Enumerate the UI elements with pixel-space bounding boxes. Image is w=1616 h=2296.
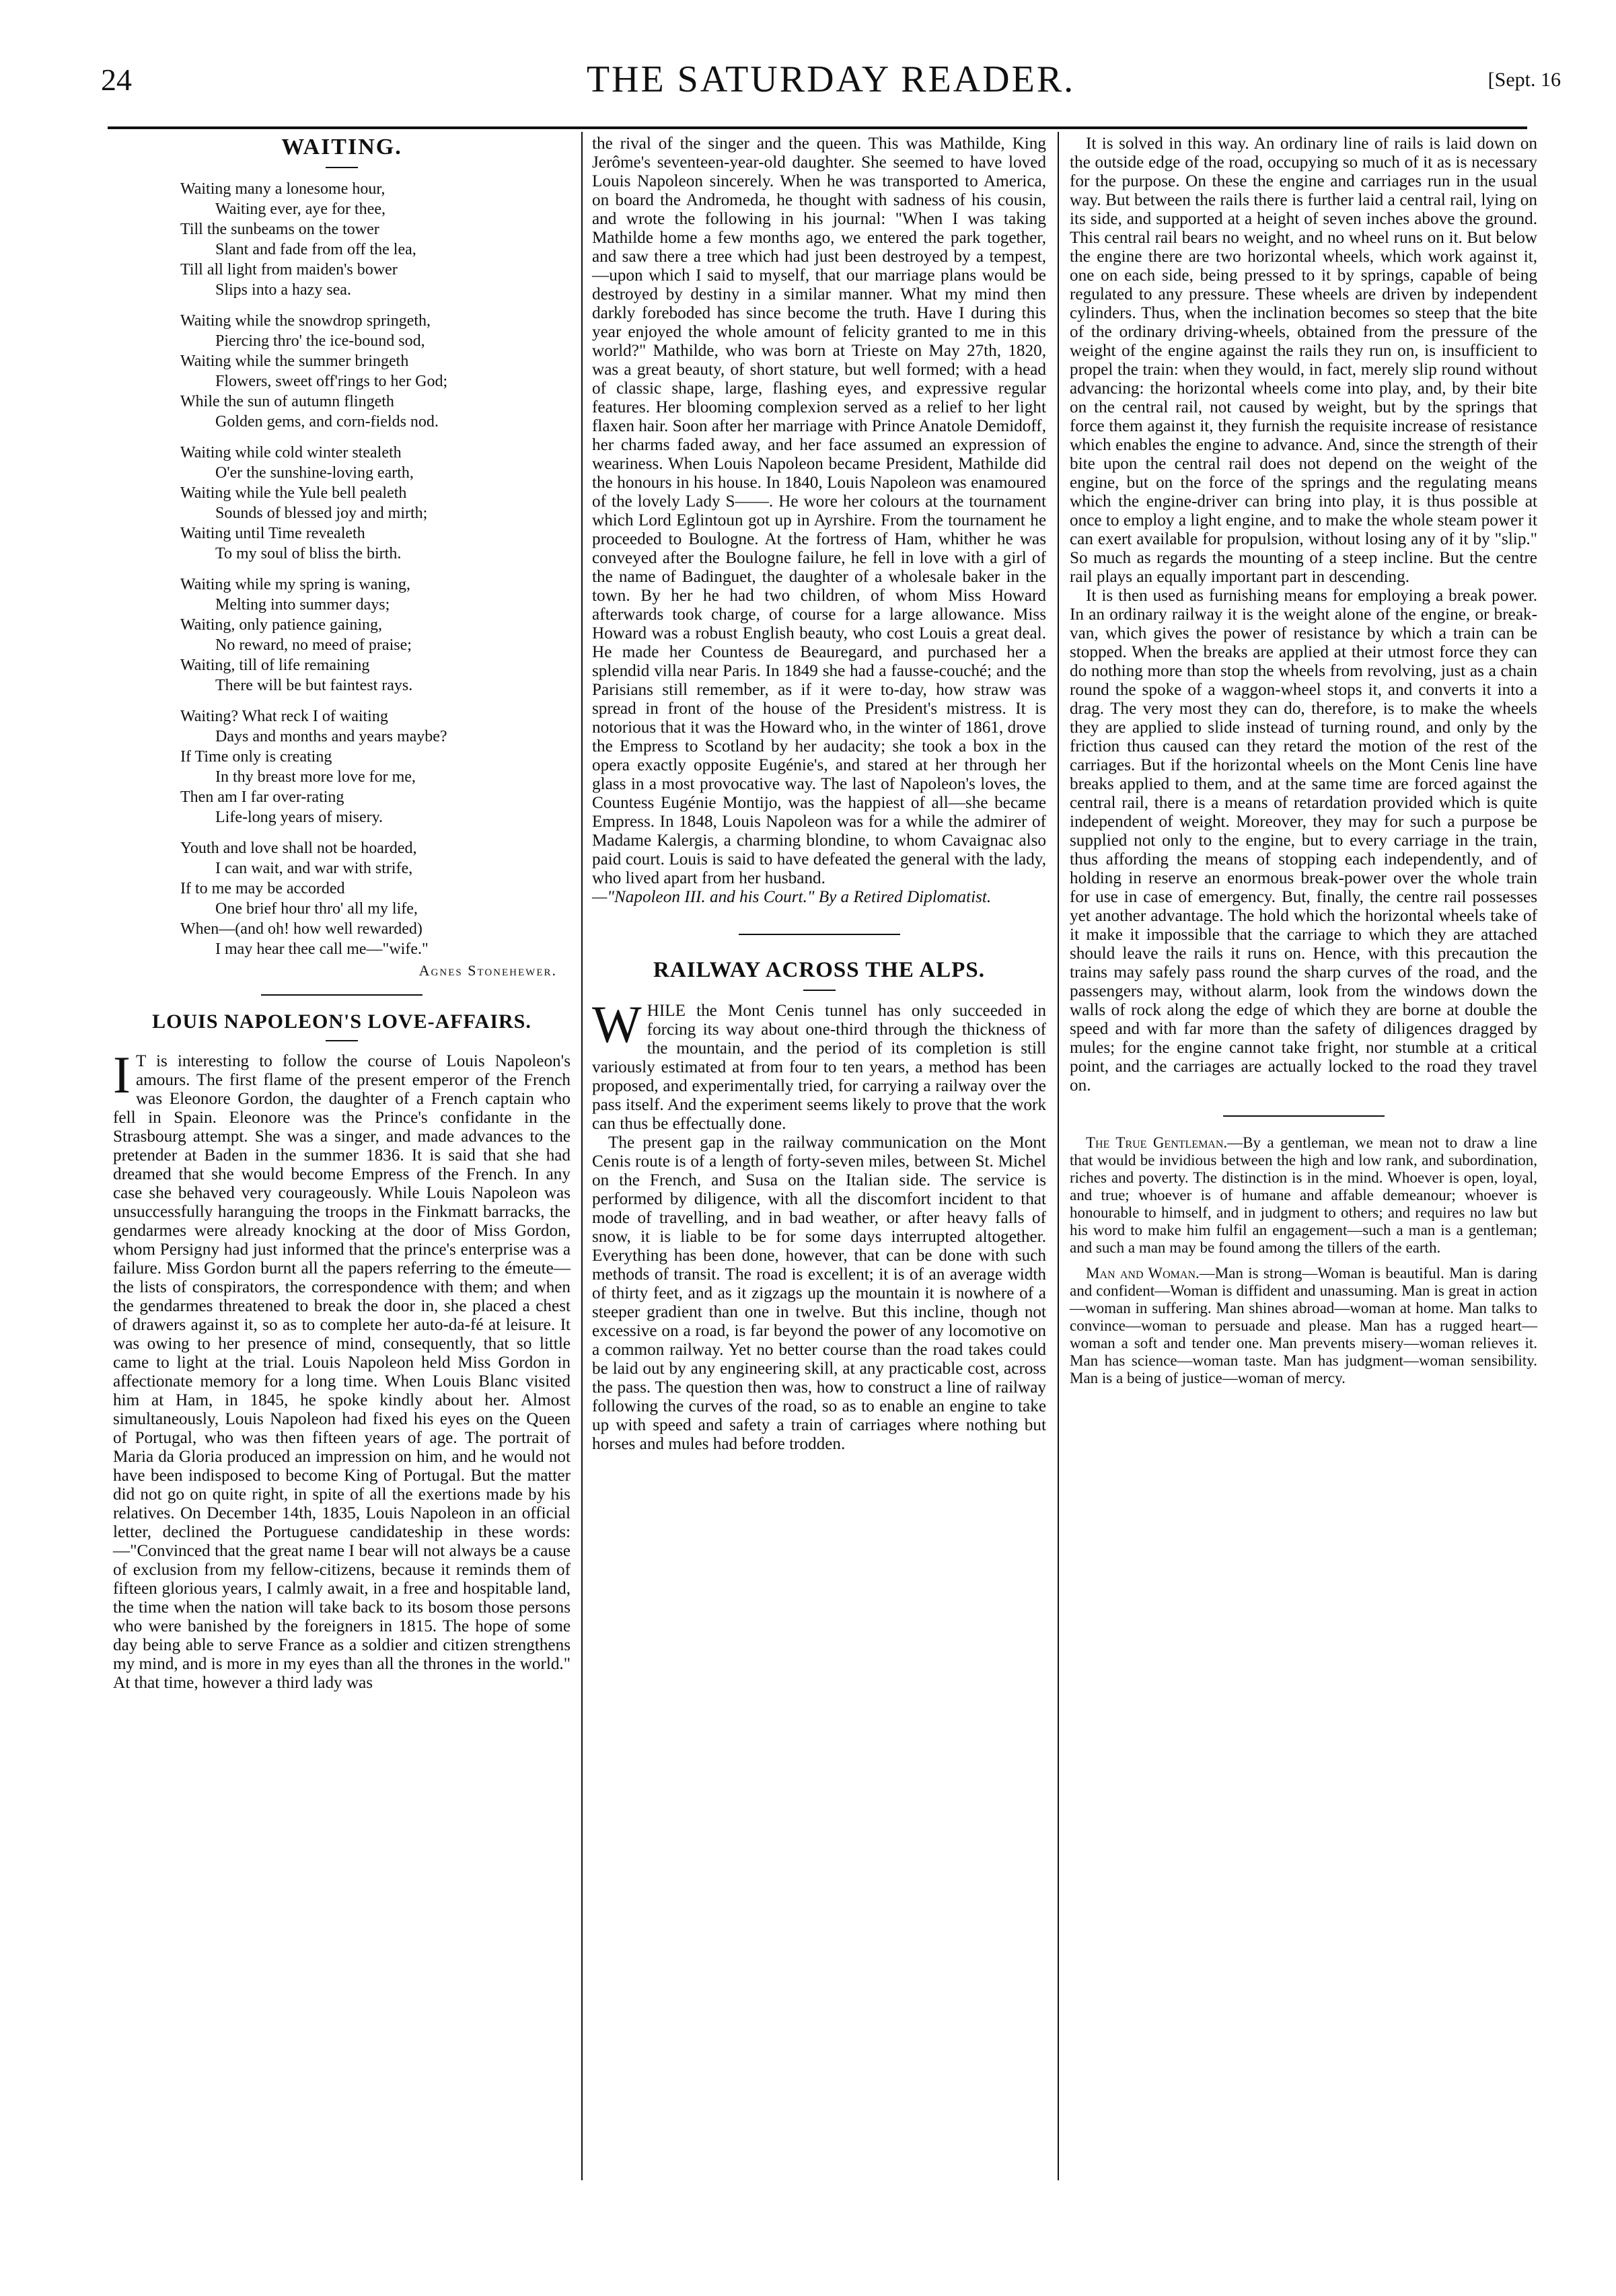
title-rule [326,1040,358,1041]
poem-line: Days and months and years maybe? [215,728,447,745]
poem-stanza [180,311,571,432]
poem-stanza [180,179,571,300]
poem-line: Waiting, only patience gaining, [180,616,382,634]
poem-line: Waiting? What reck I of waiting [180,708,388,725]
poem-line: Waiting while my spring is waning, [180,576,411,593]
poem-line: Waiting while cold winter stealeth [180,444,402,461]
article-title-railway: RAILWAY ACROSS THE ALPS. [653,958,985,982]
poem-line: Slips into a hazy sea. [215,281,351,299]
poem-line: Golden gems, and corn-fields nod. [215,413,439,431]
column-2 [592,135,1046,1454]
masthead-title: THE SATURDAY READER. [586,59,1076,100]
poem-line: Flowers, sweet off'rings to her God; [215,373,448,390]
column-1 [113,135,571,1693]
drop-cap: W [592,995,642,1053]
poem-stanza [180,575,571,696]
poem-line: Youth and love shall not be hoarded, [180,840,417,857]
column-divider [1058,132,1059,2180]
poem-line: Till all light from maiden's bower [180,261,398,279]
article-paragraph: It is solved in this way. An ordinary line of rails is laid down on the outside edge of the road, occupying so much of it as is necessary for the purpose. On these the engine and carriages run in the usual way. But between the rails there is further laid a central rail, lying on its side, and supported at a height of seven inches above the ground. This central rail bears no weight, and no wheel runs on it. But below the engine there are two horizontal wheels, which work against it, one on each side, being pressed to it by springs, capable of being regulated to any pressure. These wheels are driven by independent cylinders. Thus, when the inclination becomes so steep that the bite of the ordinary driving-wheels, obtained from the pressure of the weight of the engine against the rails they run on, is insufficient to propel the train: when they would, in fact, merely slip round without advancing: the horizontal wheels come into play, and, by their bite on the central rail, not caused by weight, but by the springs that force them against it, they furnish the requisite increase of resistance which enables the engine to advance. And, since the strength of their bite upon the central rail does not depend on the weight of the engine, but on the force of the springs and the regulating means which the engine-driver can bring into play, it is thus possible at once to employ a light engine, and to make the whole steam power it can exert available for propulsion, without losing any of it by "slip." So much as regards the mounting of a steep incline. But the centre rail plays an equally important part in descending. [1070,135,1537,586]
section-rule [1223,1115,1385,1117]
drop-cap: I [113,1045,131,1104]
note-text: —Man is strong—Woman is beautiful. Man is daring and confident—Woman is diffident and unassuming. Man is great in action—woman in suffering. Man shines abroad—woman at home. Man talks to convince—woman to persuade and please. Man has a rugged heart—woman a soft and tender one. Man prevents misery—woman relieves it. Man has science—woman taste. Man has judgment—woman sensibility. Man is a being of justice—woman of mercy. [1070,1265,1537,1386]
section-rule [739,934,900,935]
poem-line: In thy breast more love for me, [215,768,416,786]
poem-line: Melting into summer days; [215,596,390,614]
poem-stanza [180,838,571,959]
poem-line: If Time only is creating [180,748,332,766]
article-paragraph [113,1045,571,1693]
poem-line: Waiting while the Yule bell pealeth [180,484,407,502]
poem-stanza [180,443,571,564]
poem-line: Piercing thro' the ice-bound sod, [215,332,425,350]
poem-line: Waiting until Time revealeth [180,525,365,542]
poem-line: Then am I far over-rating [180,788,344,806]
page-header [101,59,1561,116]
section-rule [261,994,423,996]
poem-line: Waiting, till of life remaining [180,657,370,674]
column-3 [1070,135,1537,1387]
article-title-napoleon: LOUIS NAPOLEON'S LOVE-AFFAIRS. [152,1010,531,1033]
paragraph-text: HILE the Mont Cenis tunnel has only succeeded in forcing its way about one-third through the thickness of the mountain, and the period of its completion is still variously estimated at from four to ten years, a method has been proposed, and experimentally tried, for carrying a railway over the pass itself. And the experiment seems likely to prove that the work can thus be effectually done. [592,1002,1046,1133]
article-paragraph: the rival of the singer and the queen. This was Mathilde, King Jerôme's seventeen-year-old daughter. She seemed to have loved Louis Napoleon sincerely. When he was transported to America, on board the Andromeda, he thought with sadness of his cousin, and wrote the following in his journal: "When I was taking Mathilde home a few months ago, we entered the park together, and saw there a tree which had just been destroyed by a tempest,—upon which I said to myself, that our marriage plans would be destroyed by destiny in a similar manner. What my mind then darkly foreboded has since become the truth. Have I during this year enjoyed the whole amount of felicity granted to me in this world?" Mathilde, who was born at Trieste on May 27th, 1820, was a great beauty, of short stature, but well formed; with a head of classic shape, large, flashing eyes, and expressive regular features. Her blooming complexion served as a relief to her light flaxen hair. Soon after her marriage with Prince Anatole Demidoff, her charms faded away, and her face assumed an expression of weariness. When Louis Napoleon became President, Mathilde did the honours in his house. In 1840, Louis Napoleon was enamoured of the lovely Lady S——. He wore her colours at the tournament which Lord Eglintoun got up in Ayrshire. From the tournament he proceeded to Boulogne. At the fortress of Ham, whither he was conveyed after the Boulogne failure, he fell in love with a girl of the name of Badinguet, the daughter of a wholesale baker in the town. By her he had two children, of whom Miss Howard afterwards took charge, of course for a large allowance. Miss Howard was a robust English beauty, who cost Louis a great deal. He made her Countess de Beauregard, and purchased her a splendid villa near Paris. In 1849 she had a fausse-couché; and the Parisians still remember, as if it were to-day, how straw was spread in front of the house of the President's mistress. It is notorious that it was the Howard who, in the winter of 1861, drove the Empress to Scotland by her audacity; she took a box in the opera exactly opposite Eugénie's, and stared at her through her glass in a most provocative way. The last of Napoleon's loves, the Countess Eugénie Montijo, was the happiest of all—she became Empress. In 1848, Louis Napoleon was for a while the admirer of Madame Kalergis, a charming blondine, to whom Cavaignac also paid court. Louis is said to have defeated the general with the lady, who lived apart from her husband. [592,135,1046,887]
note-text: —By a gentleman, we mean not to draw a line that would be invidious between the high and low rank, and subordination, riches and poverty. The distinction is in the mind. Whoever is open, loyal, and true; whoever is of humane and affable demeanour; whoever is honourable to himself, and in judgment to others; and requires no law but his word to make him fulfil an engagement—such a man is a gentleman; and such a man may be found among the tillers of the earth. [1070,1134,1537,1256]
poem-line: While the sun of autumn flingeth [180,393,394,410]
poem-line: One brief hour thro' all my life, [215,900,418,918]
note-lead: Man and Woman. [1086,1265,1200,1282]
poem-author: Agnes Stonehewer. [418,962,557,979]
poem-line: If to me may be accorded [180,880,345,897]
poem-stanza [180,706,571,827]
article-signature: —"Napoleon III. and his Court." By a Retired Diplomatist. [592,888,992,906]
paragraph-text: T is interesting to follow the course of Louis Napoleon's amours. The first flame of the present emperor of the French was Eleonore Gordon, the daughter of a French captain who fell in Spain. Eleonore was the Prince's confidante in the Strasbourg attempt. She was a singer, and made advances to the pretender at Baden in the summer 1836. It is said that she had dreamed that she would become Empress of the French. In any case she behaved very courageously. While Louis Napoleon was unsuccessfully haranguing the troops in the Finkmatt barracks, the gendarmes were already knocking at the door of Miss Gordon, whom Persigny had just informed that the prince's enterprise was a failure. Miss Gordon burnt all the papers referring to the émeute—the lists of conspirators, the correspondence with them; and when the gendarmes threatened to break the door in, she placed a chest of drawers against it, so as to complete her auto-da-fé at leisure. It was owing to her presence of mind, consequently, that so little came to light at the trial. Louis Napoleon held Miss Gordon in affectionate memory for a long time. When Louis Blanc visited him at Ham, in 1845, he spoke kindly about her. Almost simultaneously, Louis Napoleon had fixed his eyes on the Queen of Portugal, who was then fifteen years of age. The portrait of Maria da Gloria produced an impression on him, and he would not have been indisposed to become King of Portugal. But the matter did not go on quite right, in spite of all the exertions made by his relatives. On December 14th, 1835, Louis Napoleon in an official letter, declined the Portuguese candidateship in these words:—"Convinced that the great name I bear will not always be a cause of exclusion from my fellow-citizens, because it reminds them of fifteen glorious years, I calmly await, in a free and hospitable land, the time when the nation will take back to its bosom those persons who were banished by the foreigners in 1815. The hope of some day being able to serve France as a soldier and citizen strengthens my mind, and is more in my eyes than all the thrones in the world." At that time, however a third lady was [113,1052,571,1692]
poem-line: No reward, no meed of praise; [215,636,412,654]
column-divider [581,132,583,2180]
poem-line: To my soul of bliss the birth. [215,545,402,562]
note-paragraph [1070,1134,1537,1257]
article-paragraph: It is then used as furnishing means for employing a break power. In an ordinary railway it is the weight alone of the engine, or break-van, which gives the power of resistance by which a train can be stopped. When the breaks are applied at their utmost force they can do nothing more than stop the wheels from revolving, just as a chain round the spoke of a waggon-wheel stops it, and converts it into a drag. The very most they can do, therefore, is to make the wheels they are applied to slide instead of turning round, and only by the friction thus caused can they retard the motion of the rest of the carriages. But if the horizontal wheels on the Mont Cenis line have breaks applied to them, and at the same time are forced against the central rail, there is a means of retardation provided which is quite independent of weight. Moreover, they may for such a purpose be supplied not only to the engine, but to every carriage in the train, thus affording the means of stopping each independently, and of holding in reserve an enormous break-power over the whole train for use in case of emergency. But, finally, the centre rail possesses yet another advantage. The hold which the horizontal wheels take of it make it impossible that the carriage to which they are attached should leave the rails it runs on. Hence, with this precaution the trains may safely pass round the sharp curves of the road, and the passengers may, without alarm, look from the windows down the walls of rock along the edge of which they are borne at double the speed and with far more than the safety of diligences dragged by mules; for the engine cannot take fright, nor stumble at a critical point, and the carriages are actually locked to the road they travel on. [1070,587,1537,1095]
article-paragraph: The present gap in the railway communication on the Mont Cenis route is of a length of forty-seven miles, between St. Michel on the French, and Susa on the Italian side. The service is performed by diligence, with all the discomfort incident to that mode of travelling, and in bad weather, or after heavy falls of snow, it is liable to be for some days interrupted altogether. Everything has been done, however, that can be done with such methods of transit. The road is excellent; it is of an average width of thirty feet, and as it zigzags up the mountain it is nowhere of a steeper gradient than one in twelve. But this incline, though not excessive on a road, is far beyond the power of any locomotive on a common railway. Yet no better course than the road takes could be laid out by any engineering skill, at any practicable cost, across the pass. The question then was, how to construct a line of railway following the curves of the road, so as to enable an engine to take up with speed and safety a train of carriages where nothing but horses and mules had before trodden. [592,1134,1046,1453]
issue-date: [Sept. 16 [1488,69,1561,91]
poem-title: WAITING. [281,135,402,159]
poem-line: When—(and oh! how well rewarded) [180,920,423,938]
note-paragraph [1070,1265,1537,1387]
poem-line: There will be but faintest rays. [215,677,413,694]
header-rule [108,126,1527,129]
poem [113,179,571,959]
poem-line: Slant and fade from off the lea, [215,241,416,258]
poem-line: Life-long years of misery. [215,809,383,826]
page-number: 24 [101,63,132,97]
title-rule [803,990,836,991]
poem-line: O'er the sunshine-loving earth, [215,464,414,482]
poem-line: Sounds of blessed joy and mirth; [215,505,428,522]
poem-line: Till the sunbeams on the tower [180,221,379,238]
poem-line: Waiting while the snowdrop springeth, [180,312,431,330]
poem-line: Waiting while the summer bringeth [180,353,409,370]
poem-line: Waiting ever, aye for thee, [215,200,385,218]
poem-line: Waiting many a lonesome hour, [180,180,385,198]
title-rule [326,167,358,168]
poem-line: I may hear thee call me—"wife." [215,940,429,958]
note-lead: The True Gentleman. [1086,1134,1228,1151]
poem-line: I can wait, and war with strife, [215,860,413,877]
article-paragraph [592,995,1046,1134]
